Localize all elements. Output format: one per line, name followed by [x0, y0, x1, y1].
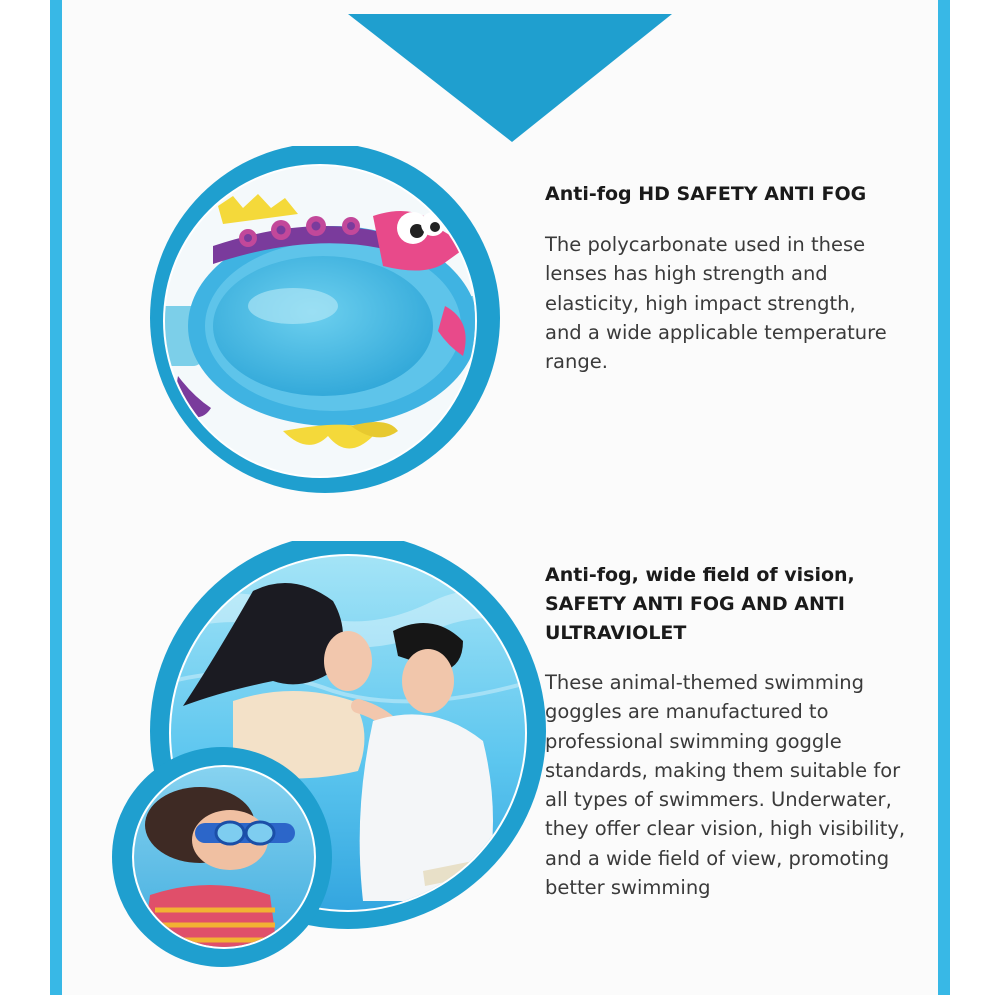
feature1-description: The polycarbonate used in these lenses has high strength and elasticity, high impact strength, and a wide applicable temperature range. [545, 233, 887, 374]
triangle-decoration [348, 14, 672, 142]
child-swimmer-photo [110, 745, 335, 970]
feature2-heading: Anti-fog, wide field of vision, SAFETY ANTI FOG AND ANTI ULTRAVIOLET [545, 564, 855, 644]
feature1-heading: Anti-fog HD SAFETY ANTI FOG [545, 183, 867, 205]
fish-goggles-icon [133, 146, 525, 506]
feature2-description: These animal-themed swimming goggles are manufactured to professional swimming goggle standards, making them suitable for all types of swimmers. Underwater, they offer clear vision, high visibility, and a wide field of view, promoting better swimming [545, 671, 906, 900]
